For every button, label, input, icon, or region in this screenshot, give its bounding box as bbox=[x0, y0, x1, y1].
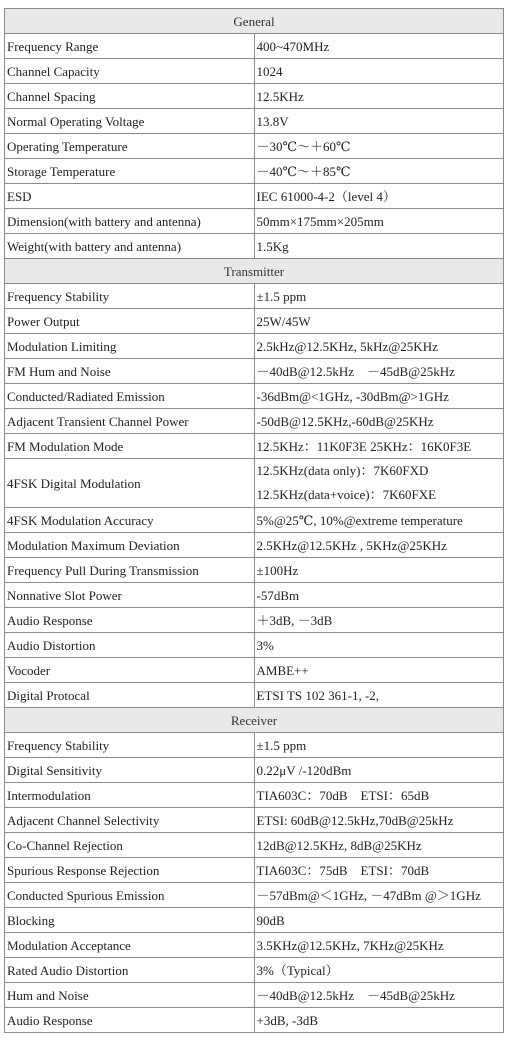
spec-row bbox=[5, 608, 504, 633]
spec-value: ETSI TS 102 361-1, -2, bbox=[254, 683, 504, 708]
section-header-general bbox=[5, 9, 504, 34]
spec-value: 3.5KHz@12.5KHz, 7KHz@25KHz bbox=[254, 933, 504, 958]
spec-label: Dimension(with battery and antenna) bbox=[5, 209, 255, 234]
spec-value: 400~470MHz bbox=[254, 34, 504, 59]
spec-label: Adjacent Channel Selectivity bbox=[5, 808, 255, 833]
spec-label: Audio Distortion bbox=[5, 633, 255, 658]
spec-label: ESD bbox=[5, 184, 255, 209]
spec-row bbox=[5, 833, 504, 858]
spec-label: Adjacent Transient Channel Power bbox=[5, 409, 255, 434]
spec-row bbox=[5, 658, 504, 683]
spec-row bbox=[5, 184, 504, 209]
spec-row bbox=[5, 783, 504, 808]
spec-row bbox=[5, 359, 504, 384]
spec-label: Hum and Noise bbox=[5, 983, 255, 1008]
section-title: Receiver bbox=[5, 708, 504, 733]
spec-row bbox=[5, 933, 504, 958]
spec-row bbox=[5, 508, 504, 533]
spec-value: －57dBm@＜1GHz, －47dBm @＞1GHz bbox=[254, 883, 504, 908]
spec-value: IEC 61000-4-2（level 4） bbox=[254, 184, 504, 209]
spec-value: 12dB@12.5KHz, 8dB@25KHz bbox=[254, 833, 504, 858]
spec-label: Normal Operating Voltage bbox=[5, 109, 255, 134]
spec-row bbox=[5, 683, 504, 708]
spec-label: Nonnative Slot Power bbox=[5, 583, 255, 608]
spec-value: ＋3dB, －3dB bbox=[254, 608, 504, 633]
spec-row bbox=[5, 159, 504, 184]
spec-label: Spurious Response Rejection bbox=[5, 858, 255, 883]
spec-label: Intermodulation bbox=[5, 783, 255, 808]
spec-value: 3% bbox=[254, 633, 504, 658]
spec-row bbox=[5, 733, 504, 758]
spec-label: Digital Protocal bbox=[5, 683, 255, 708]
spec-label: Digital Sensitivity bbox=[5, 758, 255, 783]
spec-label: Modulation Maximum Deviation bbox=[5, 533, 255, 558]
spec-label: Audio Response bbox=[5, 608, 255, 633]
spec-label: Weight(with battery and antenna) bbox=[5, 234, 255, 259]
spec-value: ±1.5 ppm bbox=[254, 284, 504, 309]
spec-label: Frequency Range bbox=[5, 34, 255, 59]
spec-label: FM Modulation Mode bbox=[5, 434, 255, 459]
spec-value: AMBE++ bbox=[254, 658, 504, 683]
section-header-receiver bbox=[5, 708, 504, 733]
spec-label: Vocoder bbox=[5, 658, 255, 683]
spec-value: 2.5kHz@12.5KHz, 5kHz@25KHz bbox=[254, 334, 504, 359]
spec-value: ETSI: 60dB@12.5kHz,70dB@25kHz bbox=[254, 808, 504, 833]
spec-row bbox=[5, 633, 504, 658]
spec-value: 12.5KHz：11K0F3E 25KHz：16K0F3E bbox=[254, 434, 504, 459]
spec-label: FM Hum and Noise bbox=[5, 359, 255, 384]
spec-value: 0.22μV /-120dBm bbox=[254, 758, 504, 783]
spec-label: Conducted Spurious Emission bbox=[5, 883, 255, 908]
spec-label: Modulation Limiting bbox=[5, 334, 255, 359]
spec-value: －30℃～＋60℃ bbox=[254, 134, 504, 159]
spec-label: Power Output bbox=[5, 309, 255, 334]
spec-value: 12.5KHz bbox=[254, 84, 504, 109]
spec-row bbox=[5, 434, 504, 459]
spec-value: 3%（Typical） bbox=[254, 958, 504, 983]
spec-label: Conducted/Radiated Emission bbox=[5, 384, 255, 409]
spec-value: TIA603C：70dB ETSI：65dB bbox=[254, 783, 504, 808]
spec-value: TIA603C：75dB ETSI：70dB bbox=[254, 858, 504, 883]
spec-row bbox=[5, 334, 504, 359]
spec-value: -36dBm@<1GHz, -30dBm@>1GHz bbox=[254, 384, 504, 409]
spec-value: －40℃～＋85℃ bbox=[254, 159, 504, 184]
spec-label: Frequency Pull During Transmission bbox=[5, 558, 255, 583]
spec-row bbox=[5, 1008, 504, 1033]
spec-row bbox=[5, 583, 504, 608]
spec-row bbox=[5, 284, 504, 309]
spec-table-body bbox=[5, 9, 504, 1033]
spec-value: ±100Hz bbox=[254, 558, 504, 583]
spec-row bbox=[5, 209, 504, 234]
spec-value: 1.5Kg bbox=[254, 234, 504, 259]
spec-label: 4FSK Digital Modulation bbox=[5, 459, 255, 508]
spec-table bbox=[4, 8, 504, 1033]
spec-value-line: 12.5KHz(data only)：7K60FXD bbox=[256, 463, 429, 478]
spec-value-line: 12.5KHz(data+voice)：7K60FXE bbox=[256, 487, 437, 502]
spec-row bbox=[5, 758, 504, 783]
spec-label: Channel Capacity bbox=[5, 59, 255, 84]
spec-value: +3dB, -3dB bbox=[254, 1008, 504, 1033]
spec-value: 50mm×175mm×205mm bbox=[254, 209, 504, 234]
spec-row bbox=[5, 533, 504, 558]
spec-row bbox=[5, 84, 504, 109]
spec-value bbox=[254, 459, 504, 508]
section-header-transmitter bbox=[5, 259, 504, 284]
spec-row bbox=[5, 459, 504, 508]
spec-label: Audio Response bbox=[5, 1008, 255, 1033]
spec-label: Channel Spacing bbox=[5, 84, 255, 109]
section-title: General bbox=[5, 9, 504, 34]
spec-label: Modulation Acceptance bbox=[5, 933, 255, 958]
spec-value: -57dBm bbox=[254, 583, 504, 608]
spec-label: Storage Temperature bbox=[5, 159, 255, 184]
spec-row bbox=[5, 858, 504, 883]
spec-value: －40dB@12.5kHz －45dB@25kHz bbox=[254, 359, 504, 384]
spec-row bbox=[5, 558, 504, 583]
spec-label: 4FSK Modulation Accuracy bbox=[5, 508, 255, 533]
spec-value: －40dB@12.5kHz －45dB@25kHz bbox=[254, 983, 504, 1008]
spec-row bbox=[5, 908, 504, 933]
spec-label: Co-Channel Rejection bbox=[5, 833, 255, 858]
spec-row bbox=[5, 808, 504, 833]
spec-label: Frequency Stability bbox=[5, 284, 255, 309]
spec-value: 1024 bbox=[254, 59, 504, 84]
spec-value: 25W/45W bbox=[254, 309, 504, 334]
spec-label: Rated Audio Distortion bbox=[5, 958, 255, 983]
spec-value: 2.5KHz@12.5KHz , 5KHz@25KHz bbox=[254, 533, 504, 558]
spec-value: 5%@25℃, 10%@extreme temperature bbox=[254, 508, 504, 533]
spec-row bbox=[5, 883, 504, 908]
spec-row bbox=[5, 409, 504, 434]
spec-row bbox=[5, 59, 504, 84]
spec-value: 13.8V bbox=[254, 109, 504, 134]
spec-row bbox=[5, 109, 504, 134]
spec-row bbox=[5, 234, 504, 259]
spec-row bbox=[5, 34, 504, 59]
spec-value: 90dB bbox=[254, 908, 504, 933]
spec-row bbox=[5, 309, 504, 334]
spec-label: Operating Temperature bbox=[5, 134, 255, 159]
section-title: Transmitter bbox=[5, 259, 504, 284]
spec-label: Frequency Stability bbox=[5, 733, 255, 758]
spec-row bbox=[5, 983, 504, 1008]
spec-label: Blocking bbox=[5, 908, 255, 933]
spec-row bbox=[5, 134, 504, 159]
spec-row bbox=[5, 958, 504, 983]
spec-value: -50dB@12.5KHz,-60dB@25KHz bbox=[254, 409, 504, 434]
spec-row bbox=[5, 384, 504, 409]
spec-value: ±1.5 ppm bbox=[254, 733, 504, 758]
